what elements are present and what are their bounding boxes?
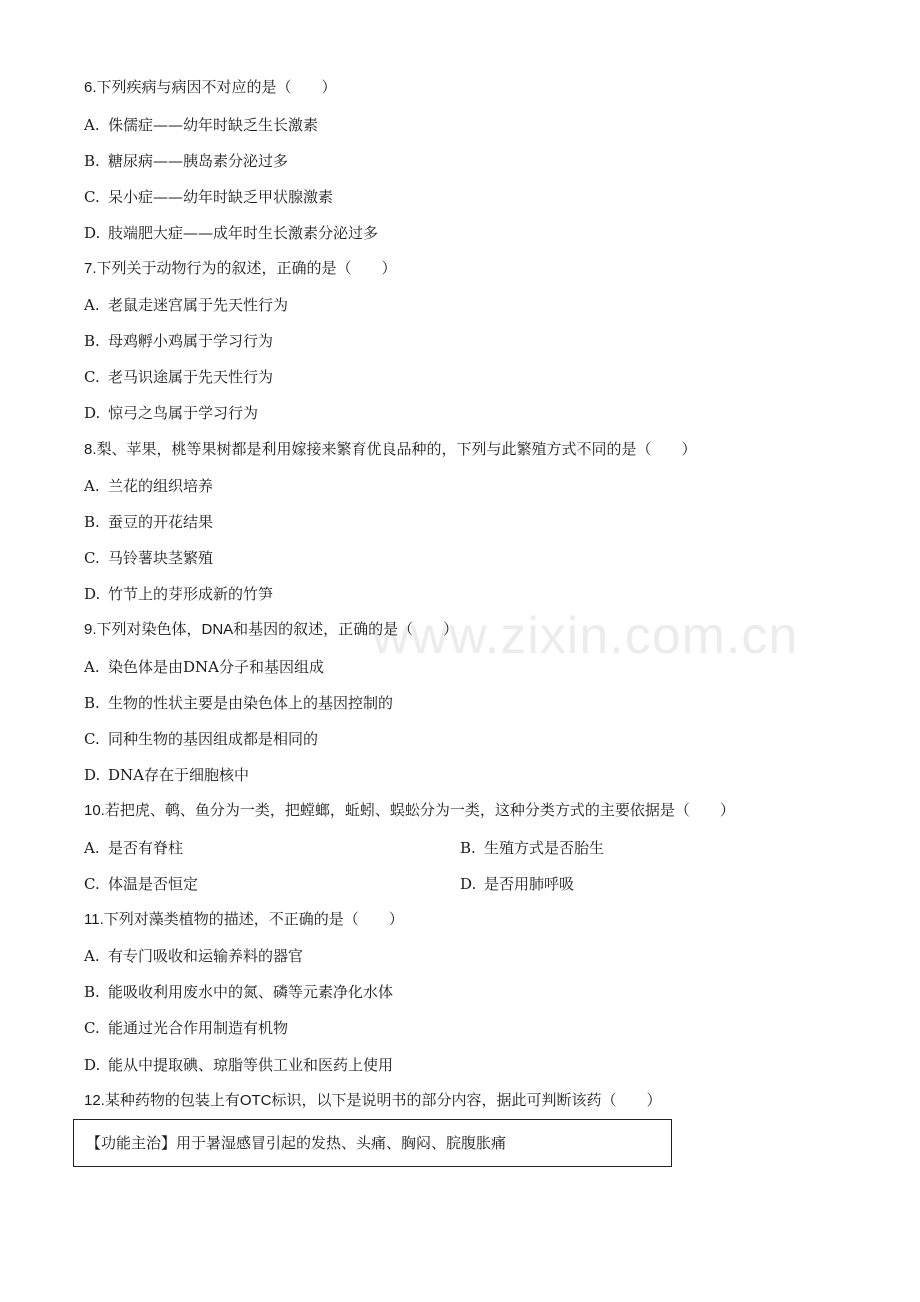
option-letter: A. xyxy=(84,116,100,134)
q11-option-c xyxy=(84,1018,288,1038)
option-text: 同种生物的基因组成都是相同的 xyxy=(108,730,319,748)
q10-option-b xyxy=(460,838,604,858)
option-letter: B. xyxy=(84,152,100,170)
q11-option-b xyxy=(84,982,393,1002)
option-text: DNA存在于细胞核中 xyxy=(108,766,249,784)
option-text: 能通过光合作用制造有机物 xyxy=(108,1019,289,1037)
option-text: 是否有脊柱 xyxy=(108,839,184,857)
option-text: 生殖方式是否胎生 xyxy=(484,839,605,857)
q7-option-b xyxy=(84,331,273,351)
option-letter: C. xyxy=(84,368,100,386)
q11-option-d xyxy=(84,1055,393,1075)
q9-option-d xyxy=(84,765,249,785)
option-text: 马铃薯块茎繁殖 xyxy=(108,549,214,567)
option-text: 肢端肥大症——成年时生长激素分泌过多 xyxy=(108,224,379,242)
option-text: 竹节上的芽形成新的竹笋 xyxy=(108,585,274,603)
question-10-stem: 10.若把虎、鹌、鱼分为一类，把螳螂，蚯蚓、蜈蚣分为一类，这种分类方式的主要依据是（ ） xyxy=(84,802,735,819)
q8-option-c xyxy=(84,548,213,568)
option-text: 老鼠走迷宫属于先天性行为 xyxy=(108,296,289,314)
option-text: 侏儒症——幼年时缺乏生长激素 xyxy=(108,116,319,134)
option-letter: D. xyxy=(84,224,101,242)
option-letter: A. xyxy=(84,477,100,495)
option-letter: B. xyxy=(84,513,100,531)
function-label: 【功能主治】 xyxy=(86,1134,177,1152)
option-letter: B. xyxy=(84,332,100,350)
option-letter: A. xyxy=(84,658,100,676)
q6-option-b xyxy=(84,151,288,171)
option-letter: B. xyxy=(84,694,100,712)
option-text: 母鸡孵小鸡属于学习行为 xyxy=(108,332,274,350)
q7-option-d xyxy=(84,403,258,423)
watermark: www.zixin.com.cn xyxy=(372,607,799,665)
question-6-stem: 6.下列疾病与病因不对应的是（ ） xyxy=(84,79,337,96)
option-letter: D. xyxy=(84,1056,101,1074)
option-letter: C. xyxy=(84,549,100,567)
question-12-stem: 12.某种药物的包装上有OTC标识，以下是说明书的部分内容，据此可判断该药（ ） xyxy=(84,1092,662,1109)
option-text: 惊弓之鸟属于学习行为 xyxy=(108,404,259,422)
option-letter: C. xyxy=(84,730,100,748)
q6-option-a xyxy=(84,115,318,135)
option-text: 老马识途属于先天性行为 xyxy=(108,368,274,386)
option-letter: C. xyxy=(84,1019,100,1037)
option-letter: A. xyxy=(84,296,100,314)
option-text: 生物的性状主要是由染色体上的基因控制的 xyxy=(108,694,394,712)
q6-option-d xyxy=(84,223,378,243)
q7-option-c xyxy=(84,367,273,387)
drug-instruction-text xyxy=(86,1133,506,1153)
q9-option-b xyxy=(84,693,393,713)
option-text: 糖尿病——胰岛素分泌过多 xyxy=(108,152,289,170)
q10-option-a xyxy=(84,838,183,858)
question-11-stem: 11.下列对藻类植物的描述，不正确的是（ ） xyxy=(84,911,404,928)
q9-option-a xyxy=(84,657,324,677)
option-text: 兰花的组织培养 xyxy=(108,477,214,495)
option-letter: D. xyxy=(460,875,477,893)
q8-option-d xyxy=(84,584,273,604)
option-letter: A. xyxy=(84,839,100,857)
drug-instruction-box xyxy=(73,1119,672,1167)
option-letter: B. xyxy=(84,983,100,1001)
option-letter: C. xyxy=(84,188,100,206)
question-9-stem: 9.下列对染色体，DNA和基因的叙述，正确的是（ ） xyxy=(84,621,459,638)
option-text: 能吸收利用废水中的氮、磷等元素净化水体 xyxy=(108,983,394,1001)
option-text: 体温是否恒定 xyxy=(108,875,199,893)
option-letter: D. xyxy=(84,585,101,603)
q7-option-a xyxy=(84,295,288,315)
option-letter: D. xyxy=(84,766,101,784)
q8-option-b xyxy=(84,512,213,532)
q10-option-c xyxy=(84,874,198,894)
option-letter: A. xyxy=(84,947,100,965)
option-letter: B. xyxy=(460,839,476,857)
option-text: 能从中提取碘、琼脂等供工业和医药上使用 xyxy=(108,1056,394,1074)
option-text: 蚕豆的开花结果 xyxy=(108,513,214,531)
question-8-stem: 8.梨、苹果，桃等果树都是利用嫁接来繁育优良品种的，下列与此繁殖方式不同的是（ ） xyxy=(84,441,697,458)
option-text: 染色体是由DNA分子和基因组成 xyxy=(108,658,324,676)
q10-option-d xyxy=(460,874,574,894)
option-letter: C. xyxy=(84,875,100,893)
option-letter: D. xyxy=(84,404,101,422)
function-text: 用于暑湿感冒引起的发热、头痛、胸闷、脘腹胀痛 xyxy=(176,1134,507,1152)
q6-option-c xyxy=(84,187,333,207)
option-text: 有专门吸收和运输养料的器官 xyxy=(108,947,304,965)
option-text: 呆小症——幼年时缺乏甲状腺激素 xyxy=(108,188,334,206)
q11-option-a xyxy=(84,946,303,966)
q9-option-c xyxy=(84,729,318,749)
q8-option-a xyxy=(84,476,213,496)
option-text: 是否用肺呼吸 xyxy=(484,875,575,893)
question-7-stem: 7.下列关于动物行为的叙述，正确的是（ ） xyxy=(84,260,397,277)
